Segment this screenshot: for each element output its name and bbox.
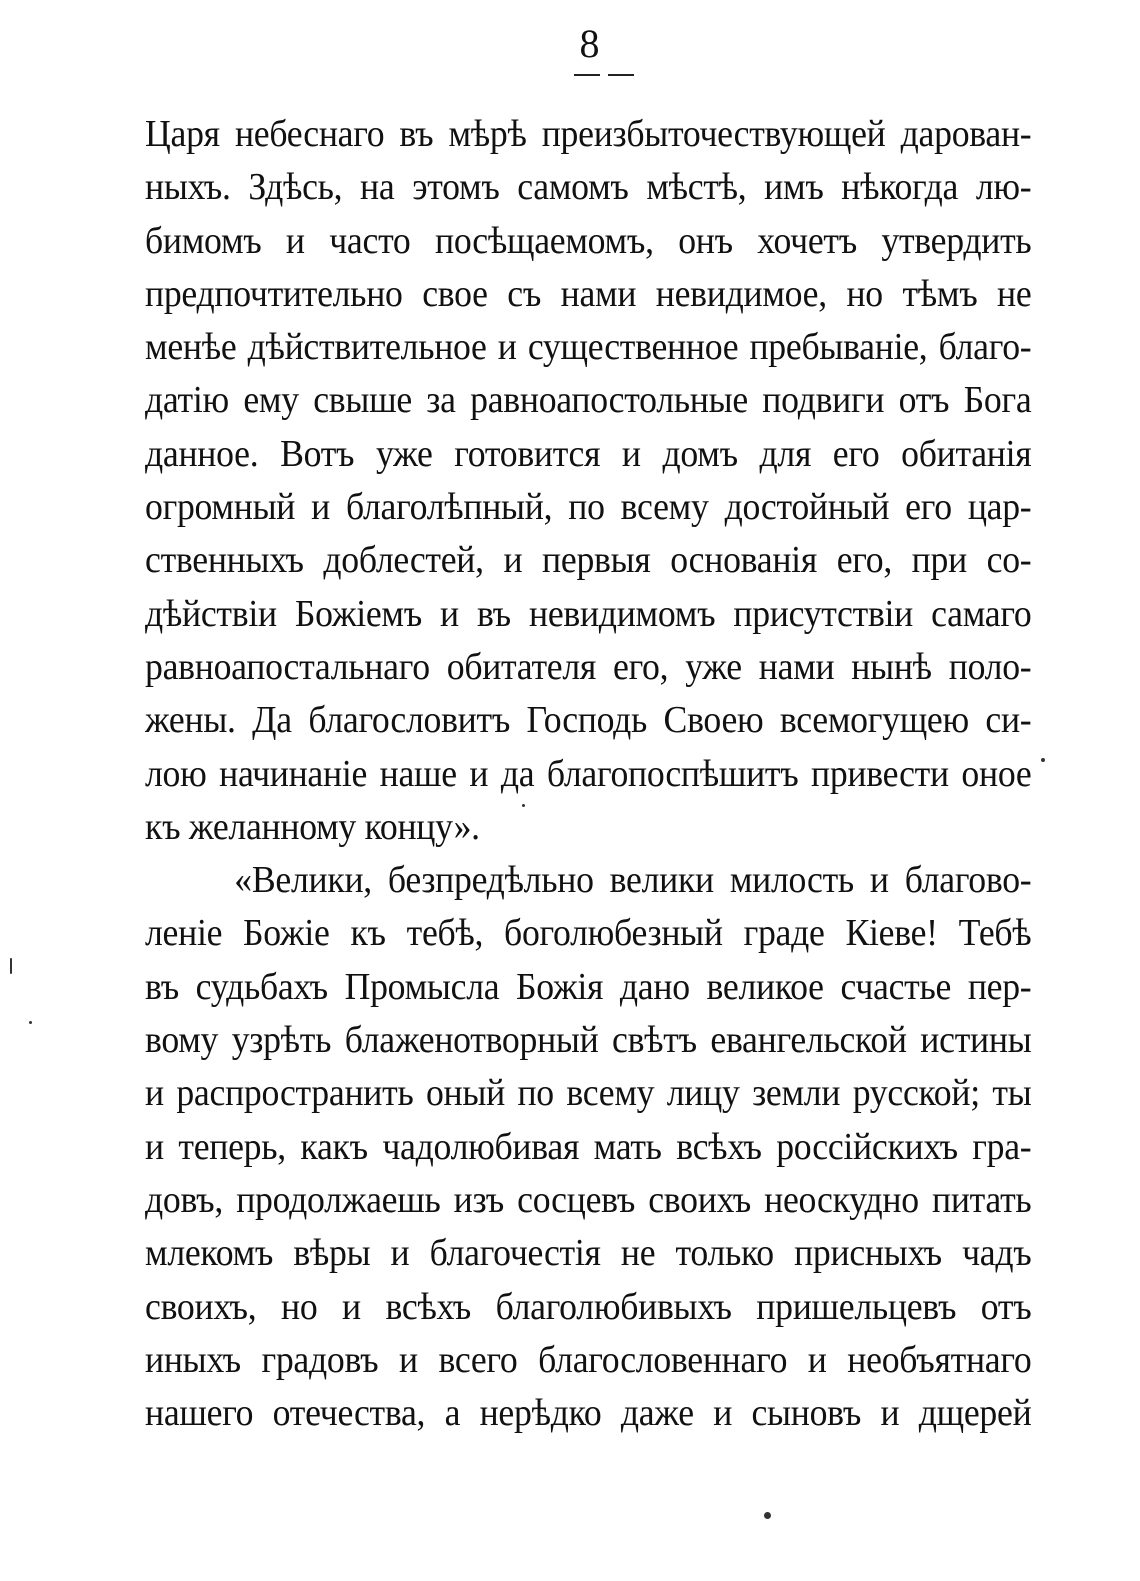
text-line: Царя небеснаго въ мѣрѣ преизбыточествующей дарован- [145,113,1032,155]
text-line: млекомъ вѣры и благочестія не только присныхъ чадъ [145,1232,1032,1275]
text-line: огромный и благолѣпный, по всему достойный его цар- [145,486,1032,529]
text-line: ныхъ. Здѣсь, на этомъ самомъ мѣстѣ, имъ нѣкогда лю- [145,166,1032,209]
print-speck [764,1512,771,1519]
text-line: ственныхъ доблестей, и первыя основанія его, при со- [145,539,1032,582]
page-number-rule-left [574,74,600,76]
text-line: и теперь, какъ чадолюбивая мать всѣхъ россійскихъ гра- [145,1125,1032,1168]
page-number-rule-right [608,74,634,76]
text-line: бимомъ и часто посѣщаемомъ, онъ хочетъ утвердить [145,219,1032,262]
print-speck [522,804,525,807]
text-line: датію ему свыше за равноапостольные подвиги отъ Бога [145,379,1032,422]
text-line: предпочтительно свое съ нами невидимое, но тѣмъ не [145,272,1032,315]
text-line: дѣйствіи Божіемъ и въ невидимомъ присутствіи самаго [145,592,1032,635]
text-line: равноапостальнаго обитателя его, уже нами нынѣ поло- [145,645,1032,688]
page-number: 8 [579,21,601,66]
text-line: леніе Божіе къ тебѣ, боголюбезный граде Кіеве! Тебѣ [145,912,1032,955]
paragraph-start-line: «Велики, безпредѣльно велики милость и благово- [234,859,1032,902]
text-line: и распространить оный по всему лицу земли русской; ты [145,1072,1032,1115]
paragraph-end-line: къ желанному концу». [145,805,480,848]
text-line: въ судьбахъ Промысла Божія дано великое счастье пер- [145,965,1032,1008]
text-line: вому узрѣть блаженотворный свѣтъ евангельской истины [145,1019,1032,1062]
text-line: данное. Вотъ уже готовится и домъ для его обитанія [145,432,1032,475]
print-speck [29,1021,32,1024]
text-line: менѣе дѣйствительное и существенное пребываніе, благо- [145,326,1032,369]
text-line: нашего отечества, а нерѣдко даже и сыновъ и дщерей [145,1392,1032,1435]
body-text [145,108,1031,1440]
text-line: жены. Да благословитъ Господь Своею всемогущею си- [145,699,1032,742]
print-speck [10,958,12,974]
print-speck [1041,758,1045,762]
text-line: иныхъ градовъ и всего благословеннаго и необъятнаго [145,1338,1032,1381]
text-line: довъ, продолжаешь изъ сосцевъ своихъ неоскудно питать [145,1178,1032,1221]
text-line: лою начинаніе наше и да благопоспѣшитъ привести оное [145,752,1032,795]
text-line: своихъ, но и всѣхъ благолюбивыхъ пришельцевъ отъ [145,1285,1032,1328]
